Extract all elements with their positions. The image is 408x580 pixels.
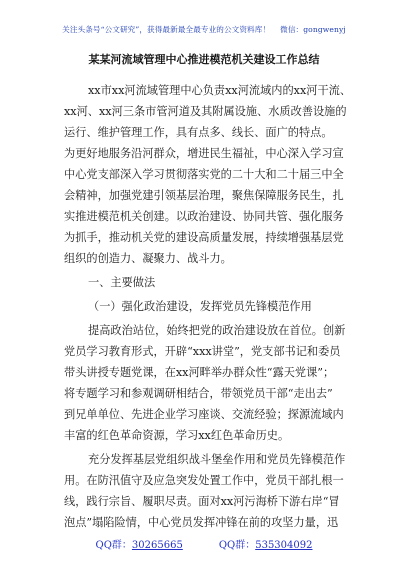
qq-group-1-label: QQ群： (95, 540, 132, 551)
qq-group-1-number: 30265665 (131, 540, 183, 551)
body-line: 为抓手，推动机关党的建设高质量发展，持续增强基层党 (64, 231, 344, 244)
qq-group-2-label: QQ群： (218, 540, 256, 551)
body-line: 党员学习教育形式，开辟“xxx讲堂”，党支部书记和委员 (64, 345, 341, 358)
header-banner[interactable] (0, 24, 408, 35)
qq-group-2[interactable] (219, 536, 313, 551)
body-line: 泡点”塌陷险情，中心党员发挥冲锋在前的攻坚力量，迅 (64, 516, 339, 529)
body-line: 充分发挥基层党组织战斗堡垒作用和党员先锋模范作 (88, 453, 346, 466)
body-line: 为更好地服务沿河群众，增进民生福祉，中心深入学习宣 (64, 147, 344, 160)
section-heading: 一、主要做法 (88, 276, 156, 289)
body-line: 中心党支部深入学习贯彻落实党的二十大和二十届三中全 (64, 168, 344, 181)
body-line: 运行、维护管理工作，具有点多、线长、面广的特点。 (64, 126, 333, 139)
body-line: 到兄单单位、先进企业学习座谈、交流经验；探源流域内 (64, 408, 344, 421)
body-line: 会精神，加强党建引领基层治理，聚焦保障服务民生，扎 (64, 189, 344, 202)
qq-group-1[interactable] (96, 536, 183, 551)
qq-group-2-number: 535304092 (255, 540, 313, 551)
body-line: 用。在防汛值守及应急突发处置工作中，党员干部扎根一 (64, 474, 344, 487)
body-line: 组织的创造力、凝聚力、战斗力。 (64, 252, 232, 265)
body-line: 线，践行宗旨、履职尽责。面对xx河污海桥下游右岸“冒 (64, 495, 340, 508)
body-line: xx河、xx河三条市管河道及其附属设施、水质改善设施的 (64, 105, 347, 118)
header-wechat-id: 微信：gongwenyj (280, 25, 346, 34)
body-line: 实推进模范机关创建。以政治建设、协同共管、强化服务 (64, 210, 344, 223)
footer-contacts (0, 536, 408, 551)
body-line: 丰富的红色革命资源，学习xx红色革命历史。 (64, 429, 290, 442)
body-line: 带头讲授专题党课，在xx河畔举办群众性“露天党课”； (64, 366, 335, 379)
body-line: 将专题学习和参观调研相结合，带领党员干部“走出去” (64, 387, 333, 400)
body-line: 提高政治站位，始终把党的政治建设放在首位。创新 (88, 324, 346, 337)
document-title: 某某河流域管理中心推进模范机关建设工作总结 (88, 53, 320, 66)
body-line: xx市xx河流域管理中心负责xx河流域内的xx河干流、 (88, 84, 352, 97)
subsection-heading: （一）强化政治建设，发挥党员先锋模范作用 (88, 300, 312, 313)
header-promo-text: 关注头条号“公文研究”，获得最新最全最专业的公文资料库！ (62, 25, 271, 34)
